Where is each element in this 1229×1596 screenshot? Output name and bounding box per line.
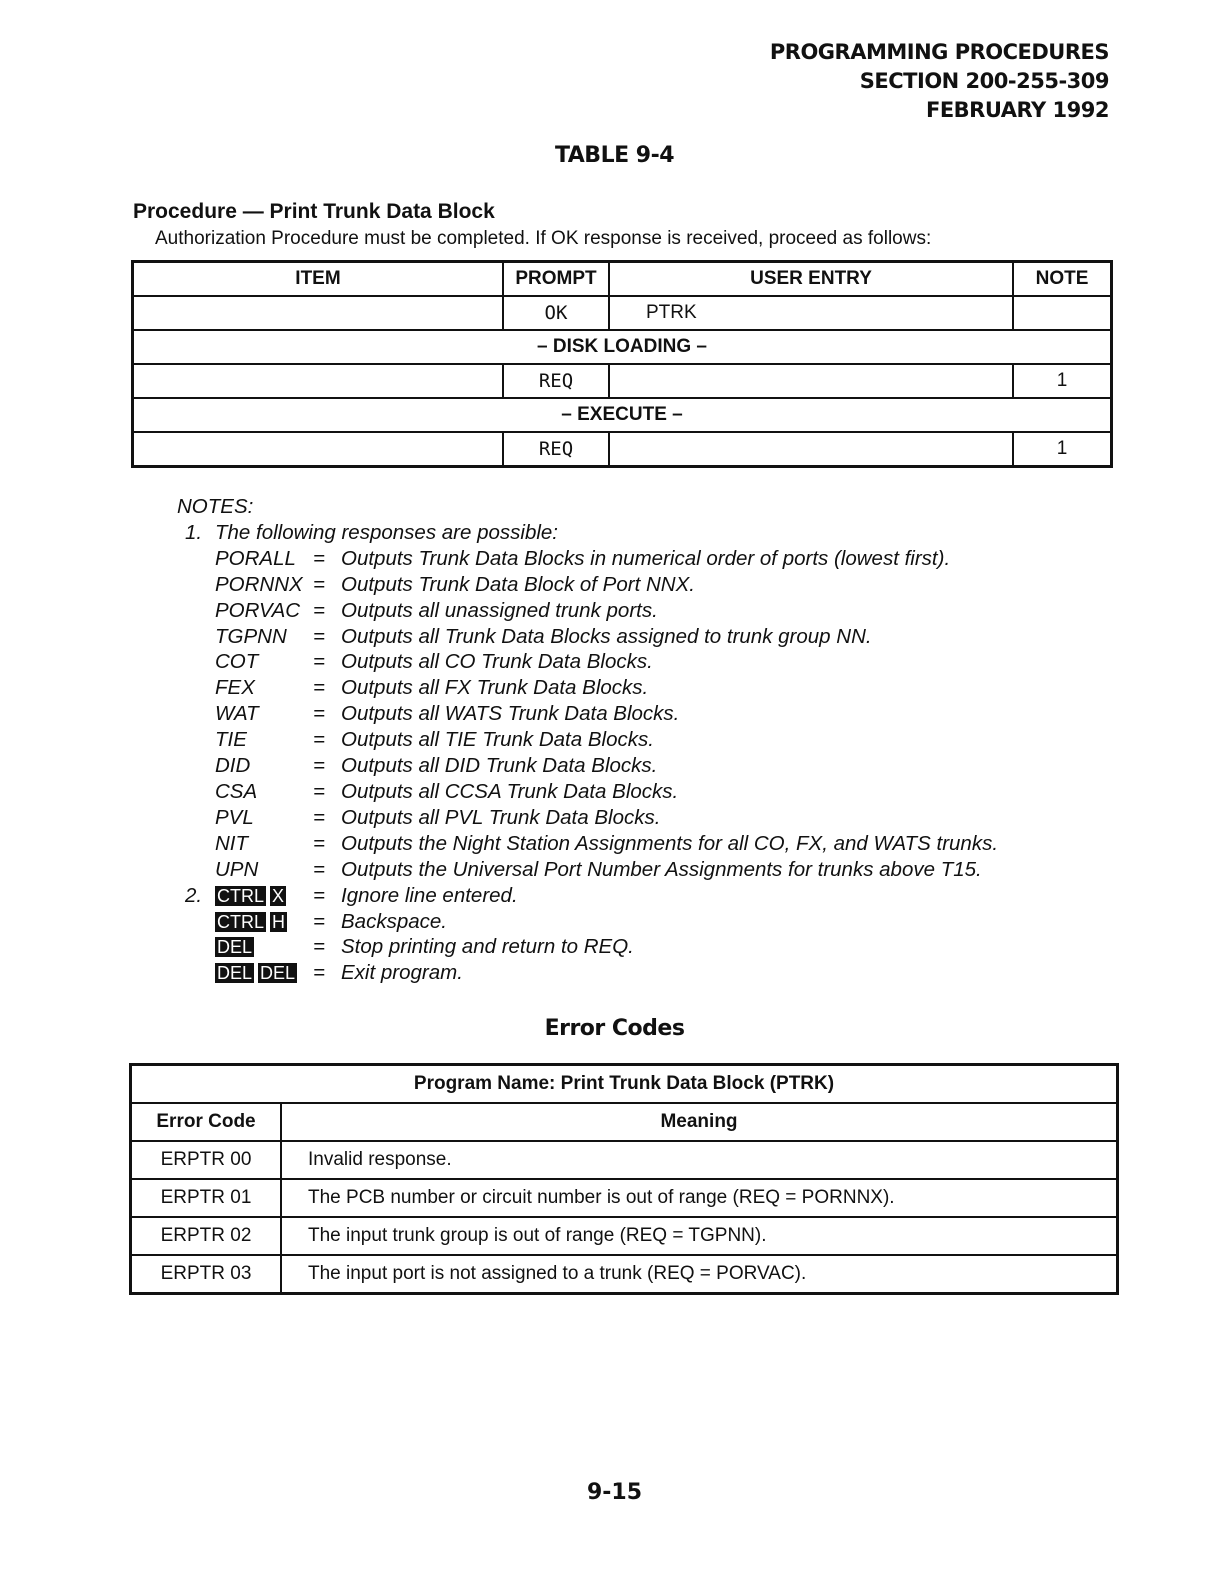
response-item bbox=[185, 779, 998, 805]
response-description: Outputs all WATS Trunk Data Blocks. bbox=[341, 702, 680, 726]
procedure-table bbox=[131, 260, 1113, 468]
table-row bbox=[133, 432, 1112, 467]
response-code: FEX bbox=[215, 676, 255, 700]
equals-sign: = bbox=[313, 935, 325, 959]
equals-sign: = bbox=[313, 624, 325, 648]
col-item: ITEM bbox=[133, 262, 504, 297]
procedure-subtitle: Authorization Procedure must be completed. If OK response is received, proceed as follows: bbox=[155, 228, 932, 249]
response-code: PVL bbox=[215, 805, 254, 829]
response-item bbox=[185, 572, 998, 598]
table-title: TABLE 9-4 bbox=[554, 143, 675, 168]
col-user-entry: USER ENTRY bbox=[609, 262, 1013, 297]
equals-sign: = bbox=[313, 598, 325, 622]
response-code: TGPNN bbox=[215, 624, 287, 648]
item-cell bbox=[133, 296, 504, 330]
error-meaning: The input trunk group is out of range (REQ = TGPNN). bbox=[281, 1217, 1118, 1255]
note-cell: 1 bbox=[1013, 364, 1112, 398]
table-row bbox=[133, 296, 1112, 330]
key-item bbox=[185, 934, 998, 960]
program-name: Program Name: Print Trunk Data Block (PTRK) bbox=[131, 1065, 1118, 1104]
response-description: Outputs all PVL Trunk Data Blocks. bbox=[341, 805, 661, 829]
col-error-code: Error Code bbox=[131, 1103, 282, 1141]
responses-list bbox=[185, 546, 998, 883]
key-description: Backspace. bbox=[341, 909, 447, 933]
response-code: WAT bbox=[215, 702, 259, 726]
key-cap: DEL bbox=[260, 963, 296, 984]
response-item bbox=[185, 624, 998, 650]
key-combo bbox=[215, 883, 313, 909]
note-number: 2. bbox=[185, 883, 203, 907]
response-description: Outputs Trunk Data Blocks in numerical order of ports (lowest first). bbox=[341, 546, 951, 570]
error-meaning: The PCB number or circuit number is out of range (REQ = PORNNX). bbox=[281, 1179, 1118, 1217]
response-item bbox=[185, 701, 998, 727]
table-row bbox=[131, 1255, 1118, 1294]
keys-list bbox=[185, 883, 998, 987]
table-header-row bbox=[133, 262, 1112, 297]
key-description: Exit program. bbox=[341, 961, 463, 985]
item-cell bbox=[133, 432, 504, 467]
section-row bbox=[133, 330, 1112, 364]
equals-sign: = bbox=[313, 831, 325, 855]
prompt-cell: REQ bbox=[503, 364, 609, 398]
entry-cell bbox=[609, 432, 1013, 467]
key-description: Stop printing and return to REQ. bbox=[341, 935, 634, 959]
header-line-2: SECTION 200-255-309 bbox=[859, 69, 1109, 93]
note-cell bbox=[1013, 296, 1112, 330]
equals-sign: = bbox=[313, 961, 325, 985]
equals-sign: = bbox=[313, 857, 325, 881]
key-cap: X bbox=[272, 885, 285, 906]
note-intro: The following responses are possible: bbox=[215, 520, 558, 544]
procedure-title: Procedure — Print Trunk Data Block bbox=[133, 200, 495, 223]
equals-sign: = bbox=[313, 702, 325, 726]
response-description: Outputs all TIE Trunk Data Blocks. bbox=[341, 728, 654, 752]
note-1 bbox=[185, 520, 998, 546]
key-cap: H bbox=[272, 911, 286, 932]
response-description: Outputs all DID Trunk Data Blocks. bbox=[341, 754, 658, 778]
error-table bbox=[129, 1063, 1119, 1295]
equals-sign: = bbox=[313, 572, 325, 596]
item-cell bbox=[133, 364, 504, 398]
response-item bbox=[185, 831, 998, 857]
error-code: ERPTR 01 bbox=[131, 1179, 282, 1217]
key-cap: DEL bbox=[217, 937, 253, 958]
key-cap: CTRL bbox=[217, 885, 265, 906]
program-name-row bbox=[131, 1065, 1118, 1104]
page-header bbox=[770, 38, 1109, 125]
response-item bbox=[185, 649, 998, 675]
key-description: Ignore line entered. bbox=[341, 883, 518, 907]
response-item bbox=[185, 727, 998, 753]
equals-sign: = bbox=[313, 883, 325, 907]
key-combo bbox=[215, 934, 313, 960]
header-line-3: FEBRUARY 1992 bbox=[925, 98, 1109, 122]
response-code: NIT bbox=[215, 831, 249, 855]
equals-sign: = bbox=[313, 805, 325, 829]
response-item bbox=[185, 753, 998, 779]
key-combo bbox=[215, 909, 313, 935]
section-disk-loading: – DISK LOADING – bbox=[133, 330, 1112, 364]
error-code: ERPTR 03 bbox=[131, 1255, 282, 1294]
col-meaning: Meaning bbox=[281, 1103, 1118, 1141]
response-code: PORALL bbox=[215, 546, 296, 570]
entry-cell: PTRK bbox=[609, 296, 1013, 330]
key-combo bbox=[215, 960, 313, 986]
equals-sign: = bbox=[313, 676, 325, 700]
equals-sign: = bbox=[313, 754, 325, 778]
prompt-cell: REQ bbox=[503, 432, 609, 467]
response-description: Outputs all CCSA Trunk Data Blocks. bbox=[341, 779, 679, 803]
response-code: CSA bbox=[215, 779, 258, 803]
error-rows bbox=[131, 1141, 1118, 1294]
response-item bbox=[185, 675, 998, 701]
equals-sign: = bbox=[313, 728, 325, 752]
response-description: Outputs the Universal Port Number Assignments for trunks above T15. bbox=[341, 857, 982, 881]
section-row bbox=[133, 398, 1112, 432]
response-item bbox=[185, 546, 998, 572]
header-line-1: PROGRAMMING PROCEDURES bbox=[769, 40, 1109, 64]
key-cap: DEL bbox=[217, 963, 253, 984]
table-row bbox=[131, 1217, 1118, 1255]
notes-section bbox=[177, 494, 999, 986]
error-meaning: The input port is not assigned to a trunk (REQ = PORVAC). bbox=[281, 1255, 1118, 1294]
response-description: Outputs the Night Station Assignments for all CO, FX, and WATS trunks. bbox=[341, 831, 999, 855]
prompt-cell: OK bbox=[503, 296, 609, 330]
note-cell: 1 bbox=[1013, 432, 1112, 467]
key-item bbox=[185, 883, 998, 909]
col-note: NOTE bbox=[1013, 262, 1112, 297]
response-code: COT bbox=[215, 650, 259, 674]
error-codes-title: Error Codes bbox=[544, 1016, 685, 1041]
section-execute: – EXECUTE – bbox=[133, 398, 1112, 432]
key-cap: CTRL bbox=[217, 911, 265, 932]
response-description: Outputs all CO Trunk Data Blocks. bbox=[341, 650, 653, 674]
note-number: 1. bbox=[185, 520, 203, 544]
notes-heading: NOTES: bbox=[177, 495, 254, 518]
response-description: Outputs all unassigned trunk ports. bbox=[341, 598, 658, 622]
response-code: UPN bbox=[215, 857, 259, 881]
response-item bbox=[185, 805, 998, 831]
response-code: DID bbox=[215, 754, 251, 778]
error-code: ERPTR 02 bbox=[131, 1217, 282, 1255]
table-row bbox=[131, 1179, 1118, 1217]
page-number: 9-15 bbox=[586, 1480, 643, 1505]
table-row bbox=[133, 364, 1112, 398]
error-meaning: Invalid response. bbox=[281, 1141, 1118, 1179]
error-header-row bbox=[131, 1103, 1118, 1141]
key-item bbox=[185, 909, 998, 935]
error-code: ERPTR 00 bbox=[131, 1141, 282, 1179]
equals-sign: = bbox=[313, 779, 325, 803]
key-item bbox=[185, 960, 998, 986]
response-code: TIE bbox=[215, 728, 247, 752]
response-item bbox=[185, 598, 998, 624]
entry-cell bbox=[609, 364, 1013, 398]
response-description: Outputs all FX Trunk Data Blocks. bbox=[341, 676, 649, 700]
equals-sign: = bbox=[313, 650, 325, 674]
response-description: Outputs Trunk Data Block of Port NNX. bbox=[341, 572, 695, 596]
table-row bbox=[131, 1141, 1118, 1179]
equals-sign: = bbox=[313, 909, 325, 933]
equals-sign: = bbox=[313, 546, 325, 570]
col-prompt: PROMPT bbox=[503, 262, 609, 297]
response-item bbox=[185, 857, 998, 883]
response-code: PORVAC bbox=[215, 598, 301, 622]
response-code: PORNNX bbox=[215, 572, 303, 596]
response-description: Outputs all Trunk Data Blocks assigned to trunk group NN. bbox=[341, 624, 872, 648]
